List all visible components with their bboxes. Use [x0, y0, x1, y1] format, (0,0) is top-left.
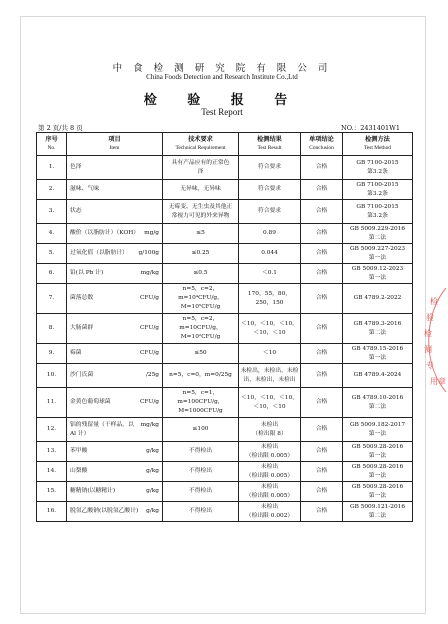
test-method: GB 5009.227-2023 第一法: [343, 244, 413, 264]
row-number: 6.: [37, 264, 67, 284]
table-row: [37, 482, 413, 502]
row-number: 8.: [37, 314, 67, 344]
test-result: 符合要求: [239, 180, 301, 200]
row-number: 16.: [37, 502, 67, 522]
test-result: 符合要求: [239, 200, 301, 224]
item-unit: g/kg: [146, 448, 159, 454]
technical-requirement: 不得检出: [163, 482, 239, 502]
conclusion: 合格: [301, 224, 343, 244]
row-number: 2.: [37, 180, 67, 200]
technical-requirement: 具有产品应有的正常色 泽: [163, 156, 239, 180]
table-row: [37, 284, 413, 314]
technical-requirement: 无异味，无异味: [163, 180, 239, 200]
table-row: [37, 364, 413, 388]
conclusion: 合格: [301, 200, 343, 224]
test-result: ＜10，＜10，＜10， ＜10，＜10: [239, 314, 301, 344]
table-row: [37, 244, 413, 264]
test-result: 未检出 （检出限 0.005）: [239, 462, 301, 482]
conclusion: 合格: [301, 442, 343, 462]
test-result: 170，55，80， 250，150: [239, 284, 301, 314]
test-method: GB 4789.3-2016 第二法: [343, 314, 413, 344]
technical-requirement: ≤0.25: [163, 244, 239, 264]
technical-requirement: 不得检出: [163, 502, 239, 522]
table-row: [37, 502, 413, 522]
conclusion: 合格: [301, 284, 343, 314]
conclusion: 合格: [301, 314, 343, 344]
row-number: 7.: [37, 284, 67, 314]
item-name: g/kg 糖精钠(以糖精计): [67, 482, 163, 502]
item-unit: g/kg: [146, 508, 159, 514]
item-name: 色泽: [67, 156, 163, 180]
conclusion: 合格: [301, 244, 343, 264]
header-conclusion: 单项结论 Conclusion: [301, 133, 343, 156]
report-title-cn: 检 验 报 告: [143, 93, 301, 108]
company-name-cn: 中 食 检 测 研 究 院 有 限 公 司: [112, 63, 332, 74]
test-method: GB 4789.4-2024: [343, 364, 413, 388]
conclusion: 合格: [301, 264, 343, 284]
conclusion: 合格: [301, 482, 343, 502]
item-unit: g/kg: [146, 488, 159, 494]
row-number: 4.: [37, 224, 67, 244]
table-row: [37, 314, 413, 344]
test-method: GB 4789.2-2022: [343, 284, 413, 314]
svg-text:检: 检: [430, 297, 438, 306]
item-unit: g/kg: [146, 468, 159, 474]
item-unit: /25g: [145, 372, 159, 378]
header-requirement: 技术要求 Technical Requirement: [163, 133, 239, 156]
test-method: GB 4789.15-2016 第一法: [343, 344, 413, 364]
item-unit: mg/kg: [140, 270, 159, 276]
technical-requirement: ≤50: [163, 344, 239, 364]
row-number: 5.: [37, 244, 67, 264]
conclusion: 合格: [301, 462, 343, 482]
technical-requirement: 无霉变、无生虫及其他正 常视力可见的外来异物: [163, 200, 239, 224]
test-method: GB 4789.10-2016 第二法: [343, 388, 413, 418]
header-method: 检测方法 Test Method: [343, 133, 413, 156]
technical-requirement: ≤100: [163, 418, 239, 442]
technical-requirement: 不得检出: [163, 462, 239, 482]
row-number: 10.: [37, 364, 67, 388]
table-row: [37, 224, 413, 244]
row-number: 15.: [37, 482, 67, 502]
item-unit: mg/g: [144, 230, 159, 236]
item-unit: CFU/g: [139, 350, 159, 356]
item-name: mg/g 酸价（以脂肪计）（KOH）: [67, 224, 163, 244]
table-row: [37, 156, 413, 180]
table-row: [37, 200, 413, 224]
conclusion: 合格: [301, 502, 343, 522]
item-unit: g/100g: [138, 250, 159, 256]
item-name: CFU/g 金黄色葡萄球菌: [67, 388, 163, 418]
svg-text:测: 测: [424, 345, 432, 354]
table-row: [37, 442, 413, 462]
test-method: GB 7100-2015 第3.2条: [343, 156, 413, 180]
test-method: GB 5009.28-2016 第一法: [343, 482, 413, 502]
technical-requirement: n=5，c=1， m=100CFU/g， M=1000CFU/g: [163, 388, 239, 418]
test-result: 0.89: [239, 224, 301, 244]
test-result: 符合要求: [239, 156, 301, 180]
test-method: GB 5009.229-2016 第二法: [343, 224, 413, 244]
test-result: 未检出 （检出限 0.005）: [239, 442, 301, 462]
test-method: GB 5009.28-2016 第一法: [343, 462, 413, 482]
table-body: [37, 156, 413, 522]
row-number: 1.: [37, 156, 67, 180]
test-result: ＜0.1: [239, 264, 301, 284]
row-number: 12.: [37, 418, 67, 442]
technical-requirement: n=5，c=2， m=10CFU/g， M=10²CFU/g: [163, 314, 239, 344]
table-row: [37, 344, 413, 364]
table-row: [37, 264, 413, 284]
company-name-en: China Foods Detection and Research Institute Co.,Ltd: [146, 73, 298, 81]
technical-requirement: ≤5: [163, 224, 239, 244]
item-unit: mg/kg: [140, 421, 159, 428]
item-name: mg/kg 铝的残留量（干样品，以 Al 计）: [67, 418, 163, 442]
report-number: NO.：2431401W1: [341, 124, 400, 132]
test-result: 未检出 （检出限 0.005）: [239, 482, 301, 502]
item-name: g/kg 苯甲酸: [67, 442, 163, 462]
test-result: 未检出，未检出，未检 出，未检出，未检出: [239, 364, 301, 388]
item-name: g/100g 过氧化值（以脂肪计）: [67, 244, 163, 264]
table-row: [37, 418, 413, 442]
row-number: 11.: [37, 388, 67, 418]
item-name: CFU/g 霉菌: [67, 344, 163, 364]
page-number: 第 2 页/共 8 页: [38, 124, 83, 132]
item-name: CFU/g 大肠菌群: [67, 314, 163, 344]
test-method: GB 5009.12-2023 第一法: [343, 264, 413, 284]
test-method: GB 5009.28-2016 第一法: [343, 442, 413, 462]
svg-text:检: 检: [424, 329, 432, 338]
test-results-table: [36, 132, 413, 522]
conclusion: 合格: [301, 364, 343, 388]
test-result: ＜10: [239, 344, 301, 364]
header-no: 序号 No.: [37, 133, 67, 156]
technical-requirement: n=5，c=0，m=0/25g: [163, 364, 239, 388]
test-result: 未检出 （检出限 0.002）: [239, 502, 301, 522]
test-method: GB 5009.182-2017 第一法: [343, 418, 413, 442]
table-header-row: [37, 133, 413, 156]
row-number: 14.: [37, 462, 67, 482]
header-item: 项目 Item: [67, 133, 163, 156]
test-result: 0.044: [239, 244, 301, 264]
table-row: [37, 462, 413, 482]
item-name: 状态: [67, 200, 163, 224]
test-result: ＜10，＜10，＜10， ＜10，＜10: [239, 388, 301, 418]
item-unit: CFU/g: [139, 399, 159, 405]
table-row: [37, 388, 413, 418]
test-method: GB 7100-2015 第3.2条: [343, 180, 413, 200]
report-title-en: Test Report: [201, 107, 243, 117]
row-number: 13.: [37, 442, 67, 462]
conclusion: 合格: [301, 156, 343, 180]
test-method: GB 5009.121-2016 第二法: [343, 502, 413, 522]
item-name: g/kg 山梨酸: [67, 462, 163, 482]
table-row: [37, 180, 413, 200]
conclusion: 合格: [301, 180, 343, 200]
item-name: mg/kg 铅(以 Pb 计): [67, 264, 163, 284]
technical-requirement: ≤0.5: [163, 264, 239, 284]
svg-text:用章: 用章: [430, 377, 446, 386]
technical-requirement: 不得检出: [163, 442, 239, 462]
inspection-seal: [416, 284, 448, 396]
svg-text:验: 验: [426, 313, 434, 322]
test-result: 未检出 （检出限 8）: [239, 418, 301, 442]
row-number: 9.: [37, 344, 67, 364]
svg-text:专: 专: [426, 361, 434, 370]
conclusion: 合格: [301, 418, 343, 442]
technical-requirement: n=5，c=2， m=10⁴CFU/g， M=10⁵CFU/g: [163, 284, 239, 314]
item-name: 滋味、气味: [67, 180, 163, 200]
conclusion: 合格: [301, 344, 343, 364]
item-name: /25g 沙门氏菌: [67, 364, 163, 388]
conclusion: 合格: [301, 388, 343, 418]
test-method: GB 7100-2015 第3.2条: [343, 200, 413, 224]
header-result: 检测结果 Test Result: [239, 133, 301, 156]
item-unit: CFU/g: [139, 295, 159, 301]
item-name: CFU/g 菌落总数: [67, 284, 163, 314]
item-name: g/kg 脱氢乙酸钠(以脱氢乙酸计): [67, 502, 163, 522]
row-number: 3.: [37, 200, 67, 224]
item-unit: CFU/g: [139, 325, 159, 331]
